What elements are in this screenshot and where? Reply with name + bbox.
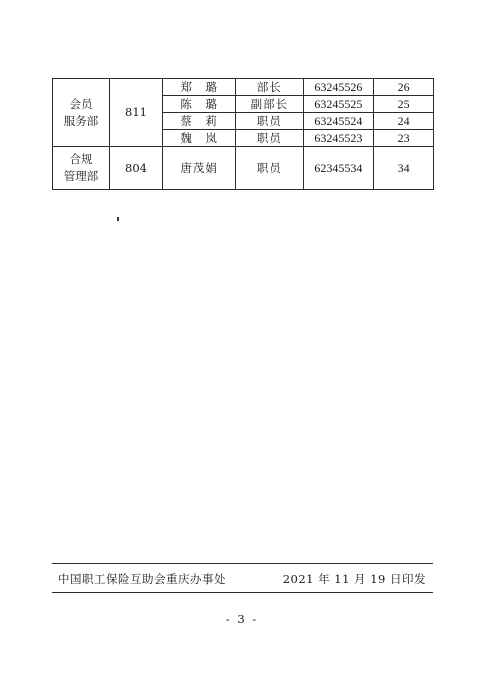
department-cell	[53, 79, 110, 147]
phone-cell: 63245525	[303, 96, 373, 113]
job-title-cell: 职员	[236, 130, 304, 147]
department-cell	[53, 147, 110, 190]
department-name-line2: 服务部	[63, 113, 99, 128]
extension-cell: 26	[374, 79, 434, 96]
issuer-name: 中国职工保险互助会重庆办事处	[58, 572, 226, 586]
extension-cell: 23	[374, 130, 434, 147]
contact-table	[52, 78, 434, 190]
phone-cell: 63245523	[303, 130, 373, 147]
table-row	[53, 79, 434, 96]
phone-cell: 63245524	[303, 113, 373, 130]
department-name-line1: 合规	[69, 152, 93, 166]
staff-name-cell: 魏 岚	[163, 130, 236, 147]
footer-top-rule	[52, 563, 433, 564]
job-title-cell: 部长	[236, 79, 304, 96]
job-title-cell: 副部长	[236, 96, 304, 113]
room-number-cell: 804	[109, 147, 162, 190]
job-title-cell: 职员	[236, 147, 304, 190]
department-name-line1: 会员	[69, 96, 93, 111]
job-title-cell: 职员	[236, 113, 304, 130]
phone-cell: 62345534	[303, 147, 373, 190]
footer-bottom-rule	[52, 592, 433, 593]
table-row	[53, 147, 434, 190]
issue-date: 2021 年 11 月 19 日印发	[282, 572, 426, 586]
extension-cell: 34	[374, 147, 434, 190]
staff-name-cell: 唐茂娟	[163, 147, 236, 190]
extension-cell: 24	[374, 113, 434, 130]
extension-cell: 25	[374, 96, 434, 113]
department-name-line2: 管理部	[63, 169, 99, 183]
staff-name-cell: 蔡 莉	[163, 113, 236, 130]
staff-name-cell: 郑 璐	[163, 79, 236, 96]
room-number-cell: 811	[109, 79, 162, 147]
staff-name-cell: 陈 璐	[163, 96, 236, 113]
page-number: - 3 -	[225, 612, 259, 626]
phone-cell: 63245526	[303, 79, 373, 96]
stray-ink-mark	[117, 217, 119, 221]
